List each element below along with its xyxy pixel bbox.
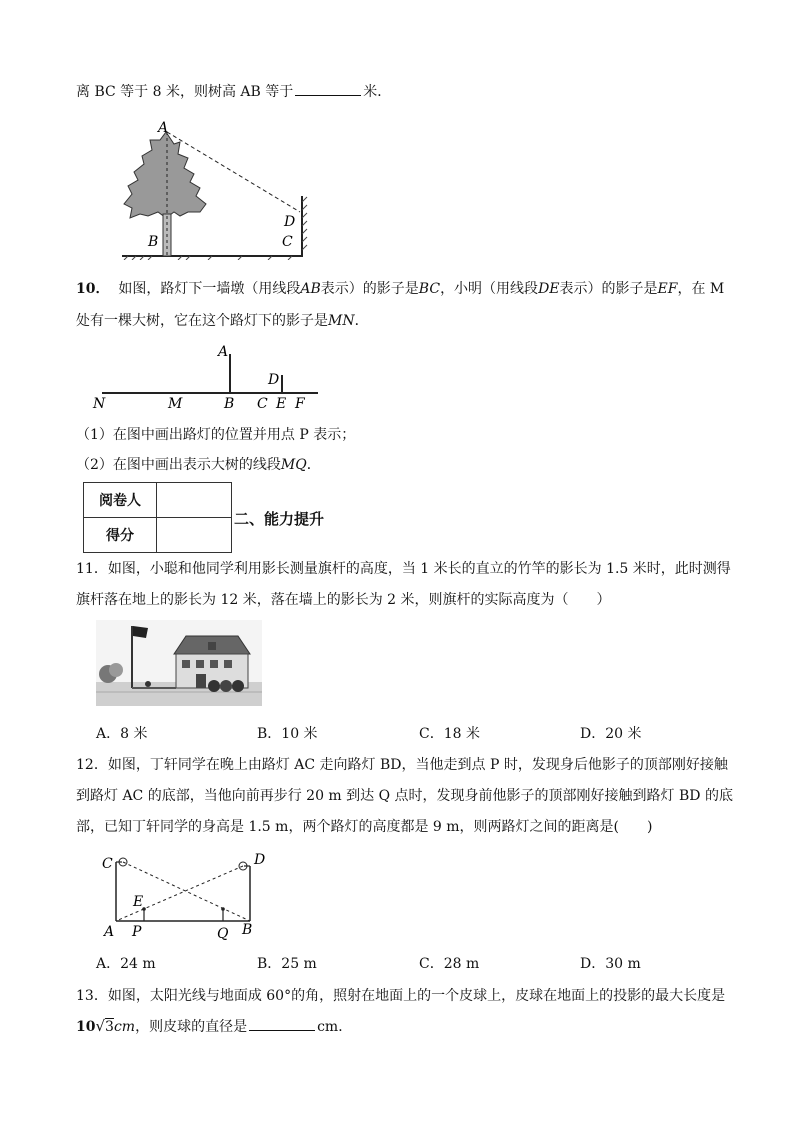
- label-D: D: [254, 852, 266, 868]
- label-N: N: [93, 396, 106, 412]
- q9-text: 离 BC 等于 8 米，则树高 AB 等于 米．: [76, 81, 391, 102]
- option-a[interactable]: A．8 米: [96, 726, 148, 742]
- label-C: C: [282, 234, 293, 250]
- score-label: 得分: [84, 518, 157, 553]
- flagpole-house-image: [96, 620, 262, 706]
- q10-sub2: （2）在图中画出表示大树的线段MQ．: [76, 457, 321, 473]
- streetlight-shadow-figure: [90, 340, 330, 412]
- q13-line1: 13．如图，太阳光线与地面成 60°的角，照射在地面上的一个皮球上，皮球在地面上的投影的最大长度是: [76, 988, 726, 1004]
- score-table: [83, 482, 232, 553]
- grader-label: 阅卷人: [84, 483, 157, 518]
- option-c[interactable]: C．28 m: [419, 956, 480, 972]
- option-d[interactable]: D．30 m: [580, 956, 641, 972]
- section-title: 二、能力提升: [234, 510, 325, 528]
- option-c[interactable]: C．18 米: [419, 726, 480, 742]
- label-D: D: [284, 214, 296, 230]
- option-b[interactable]: B．10 米: [257, 726, 318, 742]
- grader-cell[interactable]: [157, 483, 232, 518]
- q13-line2: 10√3cm，则皮球的直径是 cm．: [76, 1017, 353, 1035]
- label-B: B: [148, 234, 159, 250]
- q12-line2: 到路灯 AC 的底部，当他向前再步行 20 m 到达 Q 点时，发现身前他影子的顶部刚好接触到路灯 BD 的底: [76, 788, 733, 804]
- label-M: M: [168, 396, 183, 412]
- option-b[interactable]: B．25 m: [257, 956, 317, 972]
- answer-blank[interactable]: [249, 1016, 315, 1031]
- q11-line1: 11．如图，小聪和他同学利用影长测量旗杆的高度，当 1 米长的直立的竹竿的影长为 1.5 米时，此时测得: [76, 561, 731, 577]
- label-A: A: [218, 344, 229, 360]
- score-cell[interactable]: [157, 518, 232, 553]
- label-F: F: [295, 396, 305, 412]
- label-Q: Q: [217, 926, 229, 942]
- answer-blank[interactable]: [295, 81, 361, 96]
- label-E: E: [133, 894, 144, 910]
- label-P: P: [132, 924, 142, 940]
- label-B: B: [224, 396, 235, 412]
- label-C: C: [257, 396, 268, 412]
- tree-wall-figure: [118, 120, 318, 260]
- q12-line1: 12．如图，丁轩同学在晚上由路灯 AC 走向路灯 BD，当他走到点 P 时，发现身后他影子的顶部刚好接触: [76, 757, 728, 773]
- two-streetlights-figure: [96, 848, 276, 944]
- label-B: B: [242, 922, 253, 938]
- q10-line2: 处有一棵大树，它在这个路灯下的影子是MN．: [76, 313, 369, 329]
- q12-line3: 部，已知丁轩同学的身高是 1.5 m，两个路灯的高度都是 9 m，则两路灯之间的距离是( ): [76, 819, 653, 835]
- q11-line2: 旗杆落在地上的影长为 12 米，落在墙上的影长为 2 米，则旗杆的实际高度为（ ）: [76, 592, 611, 608]
- option-a[interactable]: A．24 m: [96, 956, 156, 972]
- q10-sub1: （1）在图中画出路灯的位置并用点 P 表示；: [76, 427, 356, 443]
- q10-line1: 10． 如图，路灯下一墙墩（用线段AB表示）的影子是BC，小明（用线段DE表示）的影子是EF，在 M: [76, 281, 725, 297]
- option-d[interactable]: D．20 米: [580, 726, 642, 742]
- label-C: C: [102, 856, 113, 872]
- label-A: A: [158, 120, 169, 136]
- label-D: D: [268, 372, 280, 388]
- label-A: A: [104, 924, 115, 940]
- label-E: E: [276, 396, 287, 412]
